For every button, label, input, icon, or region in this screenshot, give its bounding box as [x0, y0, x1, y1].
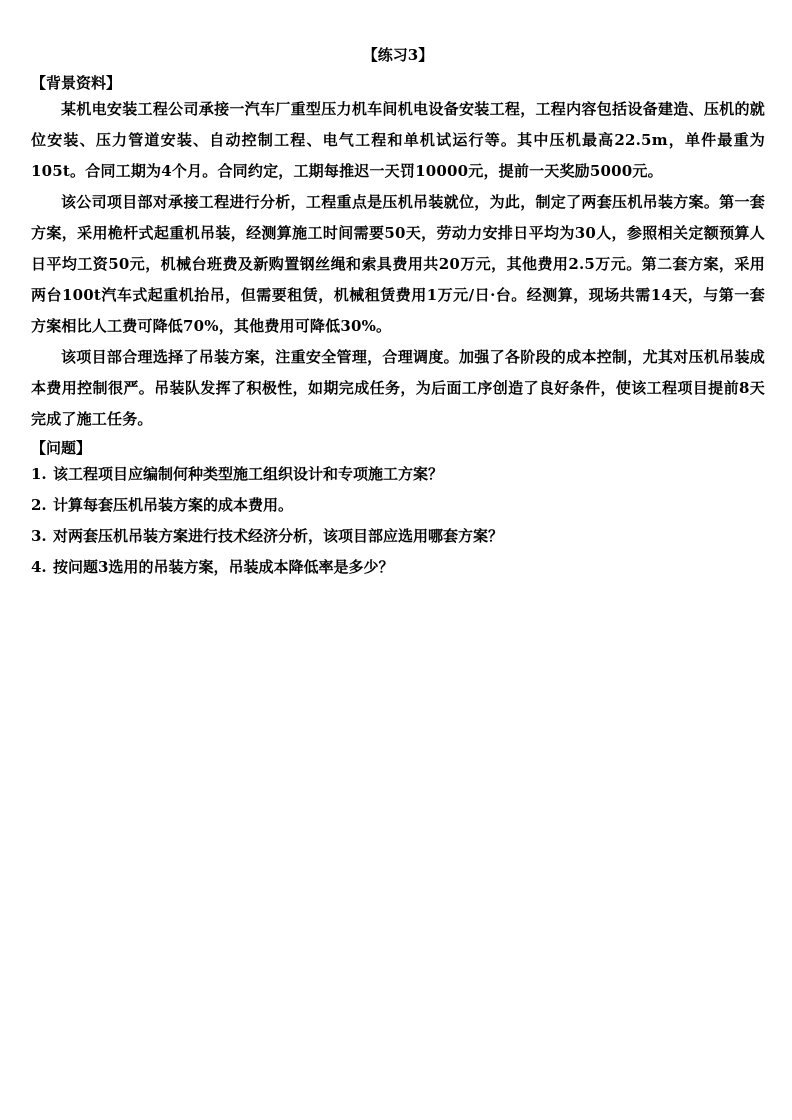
question-text: 计算每套压机吊装方案的成本费用。 — [53, 496, 294, 514]
question-number: 4. — [31, 558, 47, 576]
questions-list — [31, 459, 765, 583]
question-number: 2. — [31, 496, 47, 514]
question-text: 按问题3选用的吊装方案，吊装成本降低率是多少？ — [53, 558, 394, 576]
background-paragraph: 该项目部合理选择了吊装方案，注重安全管理，合理调度。加强了各阶段的成本控制，尤其对压机吊装成本费用控制很严。吊装队发挥了积极性，如期完成任务，为后面工序创造了良好条件，使该工程项目提前8天完成了施工任务。 — [31, 348, 765, 428]
question-item — [31, 459, 765, 490]
question-number: 1. — [31, 465, 47, 483]
question-number: 3. — [31, 527, 47, 545]
page-title: 【练习3】 — [362, 46, 434, 64]
background-paragraph: 该公司项目部对承接工程进行分析，工程重点是压机吊装就位，为此，制定了两套压机吊装方案。第一套方案，采用桅杆式起重机吊装，经测算施工时间需要50天，劳动力安排日平均为30人，参照相关定额预算人日平均工资50元，机械台班费及新购置钢丝绳和索具费用共20万元，其他费用2.5万元。第二套方案，采用两台100t汽车式起重机抬吊，但需要租赁，机械租赁费用1万元/日·台。经测算，现场共需14天，与第一套方案相比人工费可降低70%，其他费用可降低30%。 — [31, 193, 765, 335]
question-item — [31, 552, 765, 583]
question-item — [31, 490, 765, 521]
question-text: 对两套压机吊装方案进行技术经济分析，该项目部应选用哪套方案？ — [53, 527, 504, 545]
background-paragraph: 某机电安装工程公司承接一汽车厂重型压力机车间机电设备安装工程，工程内容包括设备建造、压机的就位安装、压力管道安装、自动控制工程、电气工程和单机试运行等。其中压机最高22.5m，单件最重为105t。合同工期为4个月。合同约定，工期每推迟一天罚10000元，提前一天奖励5000元。 — [31, 100, 765, 180]
document-page — [31, 44, 765, 583]
question-text: 该工程项目应编制何种类型施工组织设计和专项施工方案？ — [53, 465, 444, 483]
questions-heading: 【问题】 — [31, 439, 92, 457]
question-item — [31, 521, 765, 552]
background-heading: 【背景资料】 — [31, 74, 122, 92]
